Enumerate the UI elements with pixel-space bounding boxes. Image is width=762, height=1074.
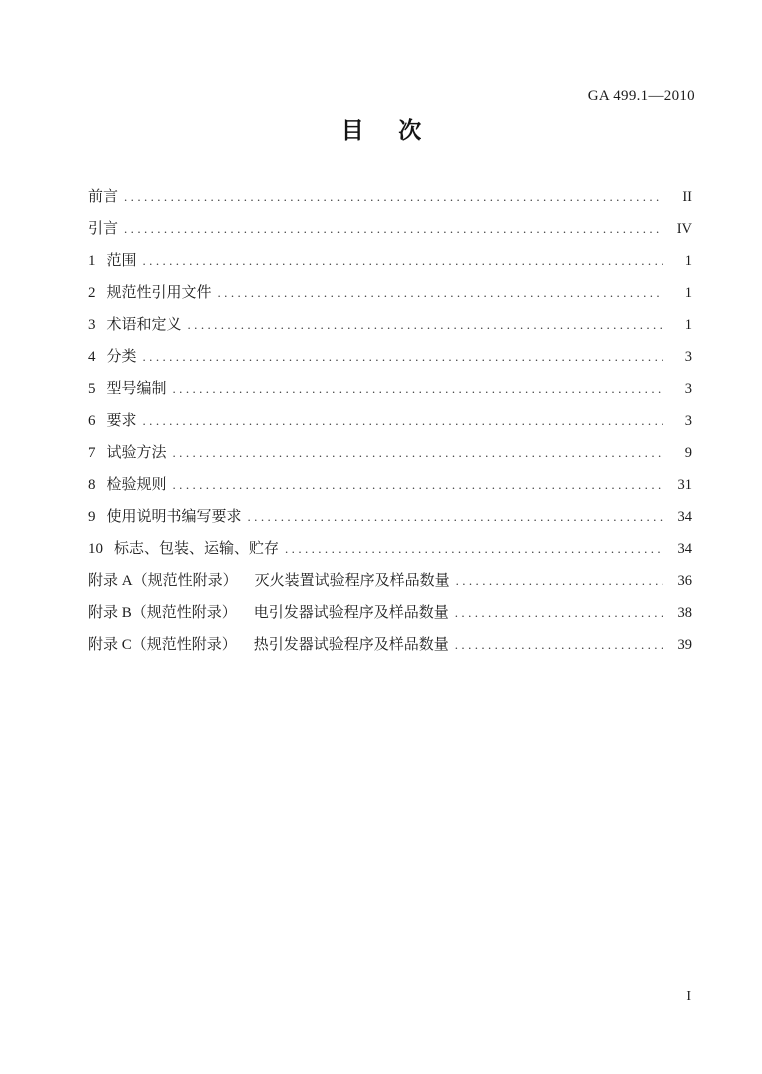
toc-leader-dots bbox=[173, 437, 663, 469]
toc-leader-dots bbox=[143, 245, 663, 277]
toc-leader-dots bbox=[124, 181, 663, 213]
toc-entry-label: 前言 bbox=[88, 189, 119, 205]
toc-entry-appendix bbox=[88, 597, 692, 629]
toc-entry-label: 规范性引用文件 bbox=[106, 285, 212, 301]
toc-entry bbox=[88, 469, 692, 501]
toc-entry-page: 39 bbox=[677, 637, 692, 653]
toc-entry-number: 1 bbox=[88, 253, 96, 269]
toc-leader-dots bbox=[455, 597, 663, 629]
toc-entry-label: 引言 bbox=[88, 221, 119, 237]
toc-entry-appendix bbox=[88, 629, 692, 661]
toc-entry-number: 7 bbox=[88, 445, 96, 461]
toc-entry-appendix bbox=[88, 565, 692, 597]
toc-entry-label: 试验方法 bbox=[106, 445, 167, 461]
toc-entry-number: 附录 B（规范性附录） bbox=[88, 605, 237, 621]
toc-entry bbox=[88, 405, 692, 437]
toc-entry-label: 使用说明书编写要求 bbox=[106, 509, 242, 525]
toc-entry bbox=[88, 501, 692, 533]
toc-entry bbox=[88, 309, 692, 341]
toc-leader-dots bbox=[143, 405, 663, 437]
toc-entry-label: 灭火装置试验程序及样品数量 bbox=[254, 573, 450, 589]
toc-entry-label: 范围 bbox=[106, 253, 137, 269]
toc-leader-dots bbox=[173, 373, 663, 405]
toc-entry-page: 3 bbox=[684, 349, 692, 365]
toc-entry-label: 型号编制 bbox=[106, 381, 167, 397]
toc-entry-label: 标志、包装、运输、贮存 bbox=[114, 541, 280, 557]
toc-leader-dots bbox=[456, 565, 663, 597]
toc-entry bbox=[88, 181, 692, 213]
footer-page-number: I bbox=[686, 989, 691, 1004]
toc-entry-number: 2 bbox=[88, 285, 96, 301]
toc-entry-page: 36 bbox=[677, 573, 692, 589]
toc-entry-page: 38 bbox=[677, 605, 692, 621]
toc-entry-page: IV bbox=[676, 221, 692, 237]
toc-entry bbox=[88, 341, 692, 373]
toc-entry-page: 34 bbox=[677, 509, 692, 525]
toc-entry-page: 9 bbox=[684, 445, 692, 461]
doc-number: GA 499.1—2010 bbox=[587, 88, 695, 104]
toc-entry bbox=[88, 277, 692, 309]
toc-entry-number: 附录 A（规范性附录） bbox=[88, 573, 238, 589]
toc-entry-page: 1 bbox=[684, 285, 692, 301]
toc-entry-page: 34 bbox=[677, 541, 692, 557]
toc-leader-dots bbox=[285, 533, 663, 565]
toc-entry-page: 3 bbox=[684, 413, 692, 429]
toc-entry-number: 5 bbox=[88, 381, 96, 397]
toc-entry-page: 3 bbox=[684, 381, 692, 397]
toc-entry-number: 4 bbox=[88, 349, 96, 365]
toc-entry-page: 1 bbox=[684, 253, 692, 269]
toc-entry bbox=[88, 245, 692, 277]
toc-entry-label: 电引发器试验程序及样品数量 bbox=[253, 605, 449, 621]
toc-entry-label: 要求 bbox=[106, 413, 137, 429]
toc-entry-label: 热引发器试验程序及样品数量 bbox=[253, 637, 449, 653]
toc-leader-dots bbox=[218, 277, 663, 309]
toc-list bbox=[88, 181, 692, 661]
toc-entry-page: II bbox=[682, 189, 692, 205]
toc-entry bbox=[88, 533, 692, 565]
toc-leader-dots bbox=[248, 501, 663, 533]
toc-entry bbox=[88, 373, 692, 405]
toc-entry-number: 8 bbox=[88, 477, 96, 493]
toc-entry bbox=[88, 213, 692, 245]
toc-leader-dots bbox=[455, 629, 663, 661]
toc-entry-number: 附录 C（规范性附录） bbox=[88, 637, 237, 653]
toc-entry-number: 9 bbox=[88, 509, 96, 525]
toc-entry-page: 1 bbox=[684, 317, 692, 333]
toc-leader-dots bbox=[124, 213, 663, 245]
toc-entry-number: 3 bbox=[88, 317, 96, 333]
toc-leader-dots bbox=[143, 341, 663, 373]
toc-leader-dots bbox=[188, 309, 663, 341]
toc-entry-number: 6 bbox=[88, 413, 96, 429]
toc-leader-dots bbox=[173, 469, 663, 501]
toc-entry-number: 10 bbox=[88, 541, 103, 557]
toc-entry-label: 术语和定义 bbox=[106, 317, 182, 333]
toc-entry-label: 检验规则 bbox=[106, 477, 167, 493]
toc-entry-page: 31 bbox=[677, 477, 692, 493]
toc-entry bbox=[88, 437, 692, 469]
page-title: 目 次 bbox=[340, 118, 422, 143]
toc-entry-label: 分类 bbox=[106, 349, 137, 365]
